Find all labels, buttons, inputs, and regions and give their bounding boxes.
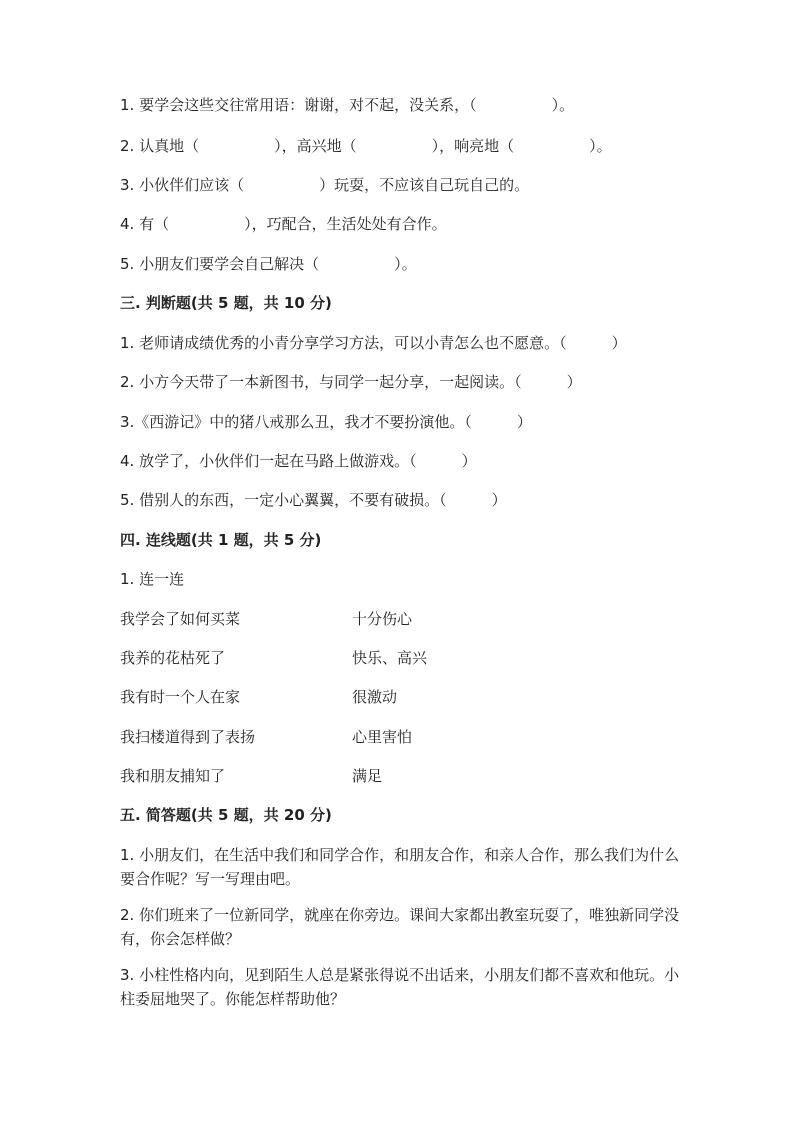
judge-item-2: 2. 小方今天带了一本新图书，与同学一起分享，一起阅读。（ ） [120, 373, 582, 391]
short-answer-1: 1. 小朋友们，在生活中我们和同学合作，和朋友合作，和亲人合作，那么我们为什么要合作呢？写一写理由吧。 [120, 846, 680, 888]
fill-in-item-1: 1. 要学会这些交往常用语：谢谢，对不起，没关系，（ ）。 [120, 96, 575, 114]
fill-in-item-3: 3. 小伙伴们应该（ ）玩耍，不应该自己玩自己的。 [120, 176, 530, 194]
short-answer-3: 3. 小柱性格内向，见到陌生人总是紧张得说不出话来，小朋友们都不喜欢和他玩。小柱委屈地哭了。你能怎样帮助他？ [120, 966, 680, 1008]
fill-in-item-4: 4. 有（ ），巧配合，生活处处有合作。 [120, 215, 447, 233]
judge-item-3: 3.《西游记》中的猪八戒那么丑，我才不要扮演他。（ ） [120, 413, 532, 431]
section-3-heading: 三. 判断题(共 5 题，共 10 分) [120, 294, 332, 312]
matching-left-1: 我学会了如何买菜 [120, 610, 241, 628]
matching-right-3: 很激动 [352, 688, 398, 706]
matching-right-4: 心里害怕 [352, 728, 413, 746]
short-answer-2: 2. 你们班来了一位新同学，就座在你旁边。课间大家都出教室玩耍了，唯独新同学没有，你会怎样做？ [120, 906, 680, 948]
matching-left-5: 我和朋友捕知了 [120, 767, 226, 785]
judge-item-5: 5. 借别人的东西，一定小心翼翼，不要有破损。（ ） [120, 491, 507, 509]
matching-right-1: 十分伤心 [352, 610, 413, 628]
matching-left-3: 我有时一个人在家 [120, 688, 241, 706]
matching-right-2: 快乐、高兴 [352, 649, 428, 667]
judge-item-1: 1. 老师请成绩优秀的小青分享学习方法，可以小青怎么也不愿意。（ ） [120, 334, 627, 352]
section-4-heading: 四. 连线题(共 1 题，共 5 分) [120, 531, 322, 549]
matching-question: 1. 连一连 [120, 570, 185, 588]
section-5-heading: 五. 简答题(共 5 题，共 20 分) [120, 806, 332, 824]
fill-in-item-5: 5. 小朋友们要学会自己解决（ ）。 [120, 255, 417, 273]
matching-right-5: 满足 [352, 767, 383, 785]
matching-left-4: 我扫楼道得到了表扬 [120, 728, 256, 746]
judge-item-4: 4. 放学了，小伙伴们一起在马路上做游戏。（ ） [120, 452, 477, 470]
matching-left-2: 我养的花枯死了 [120, 649, 226, 667]
fill-in-item-2: 2. 认真地（ ），高兴地（ ），响亮地（ ）。 [120, 137, 612, 155]
